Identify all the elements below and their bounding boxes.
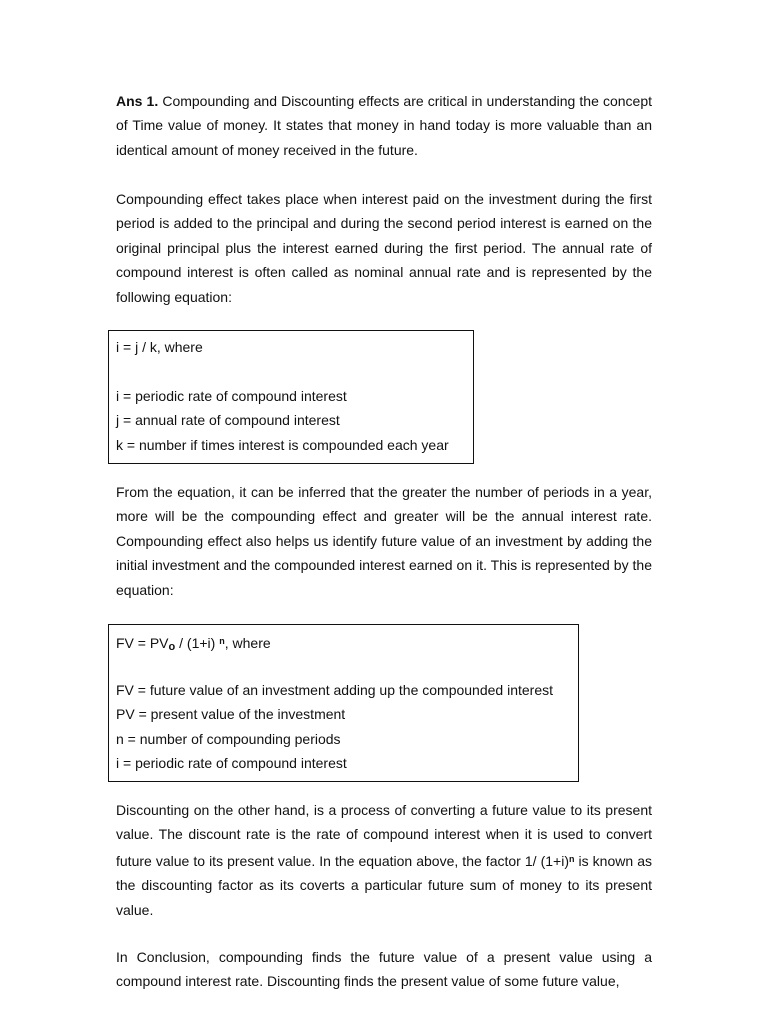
- formula-part-c: , where: [224, 635, 271, 651]
- paragraph-discounting: [116, 798, 652, 922]
- paragraph-compounding: Compounding effect takes place when interest paid on the investment during the first period is added to the principal and during the second period interest is earned on the original principal plus the interest earned during the first period. The annual rate of compound interest is often called as nominal annual rate and is represented by the following equation:: [116, 191, 652, 305]
- definition-pv: PV = present value of the investment: [116, 706, 346, 723]
- discounting-text-after: is known as the discounting factor as its coverts a particular future sum of money to its present value.: [116, 852, 652, 918]
- formula-subscript: o: [168, 641, 176, 653]
- intro-text: Compounding and Discounting effects are critical in understanding the concept of Time value of money. It states that money in hand today is more valuable than an identical amount of money received in the future.: [116, 93, 652, 158]
- spacer: [116, 653, 578, 677]
- definition-fv: FV = future value of an investment adding up the compounded interest: [116, 681, 554, 698]
- formula-nominal-rate: i = j / k, where: [116, 339, 203, 355]
- formula-superscript: n: [219, 636, 225, 646]
- formula-future-value: [116, 629, 578, 653]
- paragraph-conclusion: In Conclusion, compounding finds the future value of a present value using a compound interest rate. Discounting finds the present value of some future value,: [116, 949, 652, 990]
- formula-part-a: FV = PV: [116, 635, 169, 651]
- answer-label: Ans 1.: [116, 93, 159, 109]
- paragraph-inference: From the equation, it can be inferred that the greater the number of periods in a year, more will be the compounding effect and greater will be the annual interest rate. Compounding effect also helps us identify future value of an investment by adding the initial investment and the compounded interest earned on it. This is represented by the equation:: [116, 484, 652, 598]
- discounting-text-before: Discounting on the other hand, is a process of converting a future value to its present value. The discount rate is the rate of compound interest when it is used to convert future value to its present value. In the equation above, the factor 1/ (1+i): [116, 802, 652, 869]
- definition-j: j = annual rate of compound interest: [116, 412, 340, 429]
- definition-i: i = periodic rate of compound interest: [116, 387, 347, 404]
- definition-i: i = periodic rate of compound interest: [116, 754, 347, 771]
- equation-box-future-value: [108, 624, 579, 782]
- paragraph-intro: [116, 89, 652, 162]
- discounting-superscript: n: [568, 853, 575, 864]
- spacer: [116, 359, 473, 383]
- equation-box-nominal-rate: [108, 330, 474, 464]
- formula-part-b: / (1+i): [175, 635, 220, 651]
- definition-k: k = number if times interest is compounded each year: [116, 436, 449, 453]
- definition-n: n = number of compounding periods: [116, 730, 341, 747]
